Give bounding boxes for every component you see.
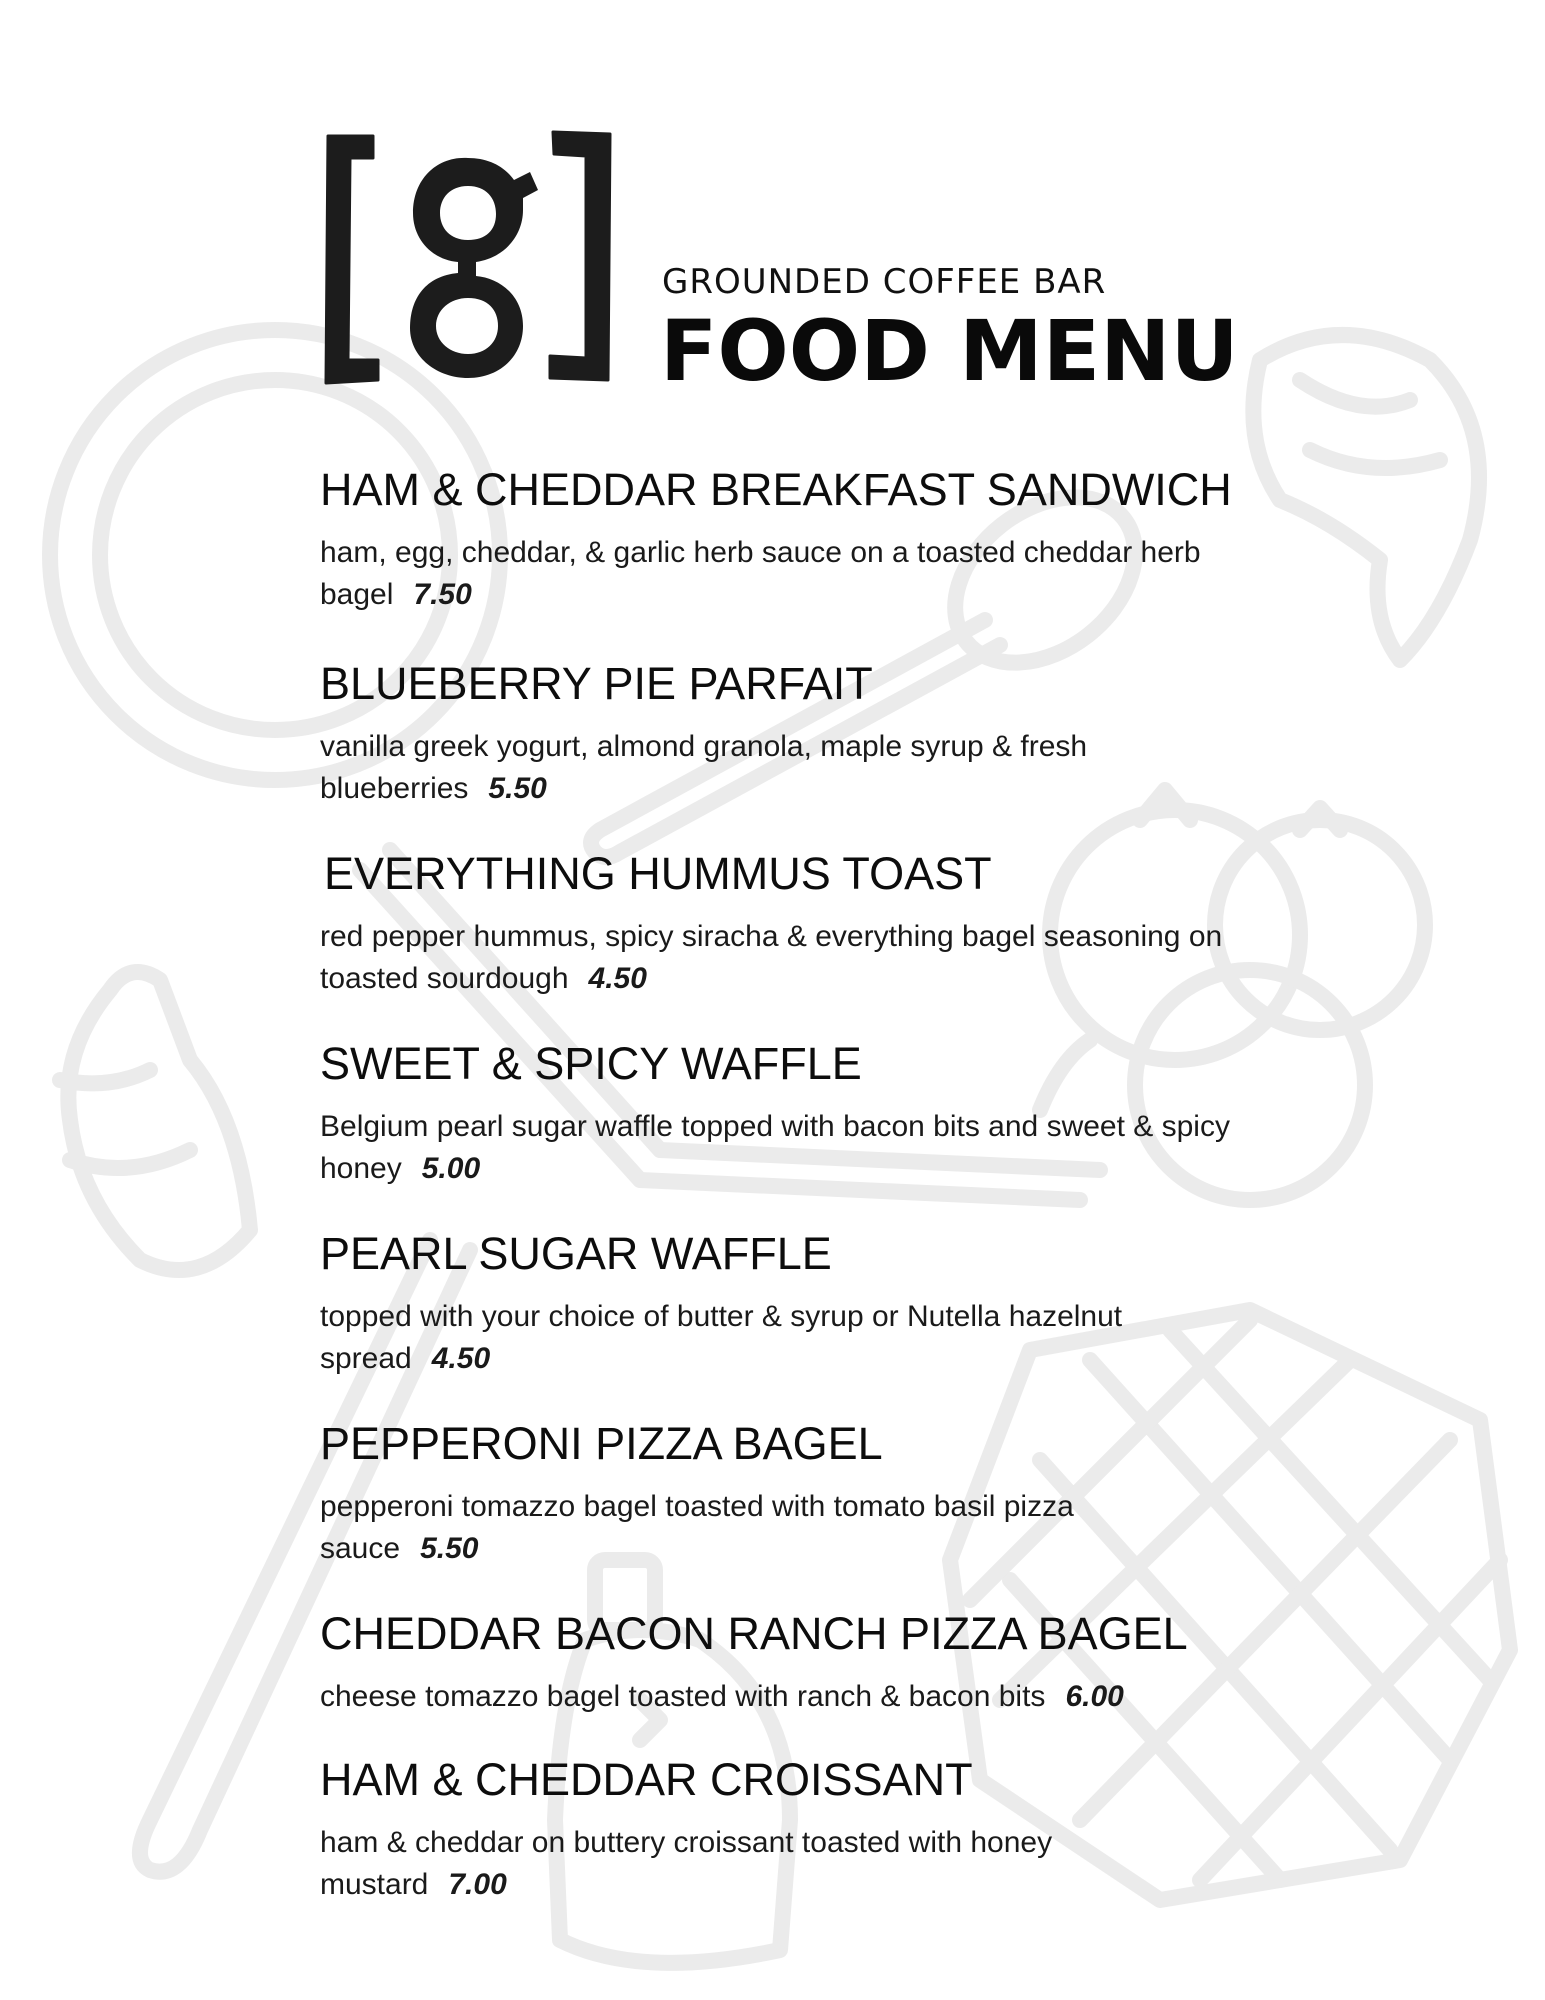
menu-item-description-text: vanilla greek yogurt, almond granola, maple syrup & fresh blueberries xyxy=(320,730,1088,805)
menu-item-description xyxy=(320,726,1240,810)
menu-item xyxy=(320,1418,1240,1570)
menu-item-price: 5.50 xyxy=(488,772,547,805)
menu-item-name: PEPPERONI PIZZA BAGEL xyxy=(320,1418,883,1469)
menu-item xyxy=(320,1608,1240,1718)
menu-item-name: PEARL SUGAR WAFFLE xyxy=(320,1228,832,1279)
menu-item-description xyxy=(320,1296,1240,1380)
menu-item xyxy=(320,848,1240,1000)
menu-item-name: SWEET & SPICY WAFFLE xyxy=(320,1038,862,1089)
menu-item-description-text: red pepper hummus, spicy siracha & everything bagel seasoning on toasted sourdough xyxy=(320,920,1223,995)
menu-item-name: HAM & CHEDDAR CROISSANT xyxy=(320,1754,973,1805)
menu-item-description-text: pepperoni tomazzo bagel toasted with tomato basil pizza sauce xyxy=(320,1490,1074,1565)
menu-item-price: 4.50 xyxy=(588,962,647,995)
menu-item xyxy=(320,658,1240,810)
menu-item-price: 4.50 xyxy=(431,1342,491,1375)
menu-item-price: 7.50 xyxy=(413,578,472,611)
menu-item-description-text: ham & cheddar on buttery croissant toasted with honey mustard xyxy=(320,1826,1053,1901)
menu-item-description xyxy=(320,1676,1240,1718)
grounded-logo xyxy=(318,128,618,390)
menu-item xyxy=(320,1754,1240,1906)
menu-item-price: 5.00 xyxy=(421,1152,481,1185)
menu-item-description-text: topped with your choice of butter & syrup or Nutella hazelnut spread xyxy=(320,1300,1123,1375)
menu-item-description xyxy=(320,1106,1240,1190)
menu-item-name: EVERYTHING HUMMUS TOAST xyxy=(324,848,992,899)
brand-name: GROUNDED COFFEE BAR xyxy=(662,262,1107,302)
page-title: FOOD MENU xyxy=(660,302,1239,400)
menu-item-name: BLUEBERRY PIE PARFAIT xyxy=(320,658,873,709)
menu-item-description-text: cheese tomazzo bagel toasted with ranch & bacon bits xyxy=(320,1680,1046,1713)
menu-item xyxy=(320,1228,1240,1380)
menu-item-description-text: ham, egg, cheddar, & garlic herb sauce on a toasted cheddar herb bagel xyxy=(320,536,1201,611)
menu-item-description xyxy=(320,1822,1240,1906)
menu-item-name: CHEDDAR BACON RANCH PIZZA BAGEL xyxy=(320,1608,1188,1659)
menu-item-description-text: Belgium pearl sugar waffle topped with bacon bits and sweet & spicy honey xyxy=(320,1110,1230,1185)
menu-item-name: HAM & CHEDDAR BREAKFAST SANDWICH xyxy=(320,464,1232,515)
menu-item-price: 5.50 xyxy=(420,1532,479,1565)
menu-item-description xyxy=(320,916,1240,1000)
menu-item-price: 6.00 xyxy=(1065,1680,1124,1713)
menu-item-description xyxy=(320,532,1240,616)
menu-item xyxy=(320,464,1240,616)
menu-item xyxy=(320,1038,1240,1190)
menu-item-price: 7.00 xyxy=(448,1868,507,1901)
menu-item-description xyxy=(320,1486,1240,1570)
